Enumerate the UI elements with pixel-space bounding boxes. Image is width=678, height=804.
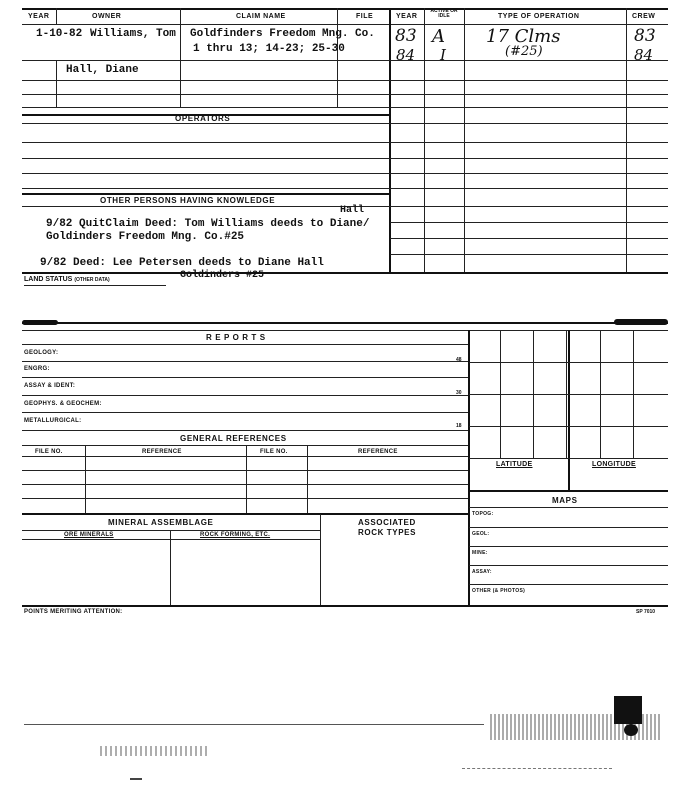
longitude-label: LONGITUDE bbox=[592, 461, 636, 468]
hand-year-b: 84 bbox=[396, 46, 416, 64]
knowledge-line-2: Goldinders Freedom Mng. Co.#25 bbox=[46, 231, 245, 243]
reports-title: R E P O R T S bbox=[206, 333, 266, 342]
assay-ident-label: ASSAY & IDENT: bbox=[24, 383, 76, 389]
form-number: SP 7010 bbox=[636, 609, 656, 615]
rock-forming-header: ROCK FORMING, ETC. bbox=[200, 532, 271, 538]
ref-file-no-header: FILE NO. bbox=[35, 449, 63, 455]
hand-year-a: 83 bbox=[395, 26, 417, 46]
geology-label: GEOLOGY: bbox=[24, 350, 59, 356]
metallurgical-label: METALLURGICAL: bbox=[24, 418, 82, 424]
row1b-claim: 1 thru 13; 14-23; 25-30 bbox=[193, 43, 345, 55]
operators-title: OPERATORS bbox=[175, 114, 231, 123]
header-year-2: YEAR bbox=[396, 13, 418, 20]
knowledge-line-3: 9/82 Deed: Lee Petersen deeds to Diane Hall bbox=[40, 257, 324, 269]
header-crew: CREW bbox=[632, 13, 656, 20]
row1-claim: Goldfinders Freedom Mng. Co. bbox=[190, 28, 375, 40]
knowledge-line-4: Goldinders #25 bbox=[180, 270, 265, 281]
ref-file-no-header-2: FILE NO. bbox=[260, 449, 288, 455]
geophys-label: GEOPHYS. & GEOCHEM: bbox=[24, 401, 102, 407]
land-status-label: LAND STATUS (OTHER DATA) bbox=[24, 276, 110, 283]
ref-reference-header-2: REFERENCE bbox=[358, 449, 398, 455]
row2-owner: Hall, Diane bbox=[66, 64, 139, 76]
maps-title: MAPS bbox=[552, 496, 578, 505]
row1-owner: Williams, Tom bbox=[90, 28, 176, 40]
header-claim-name: CLAIM NAME bbox=[236, 13, 286, 20]
ref-reference-header: REFERENCE bbox=[142, 449, 182, 455]
geol-label: GEOL: bbox=[472, 531, 490, 537]
latitude-label: LATITUDE bbox=[496, 461, 533, 468]
margin-number-48: 48 bbox=[456, 357, 462, 363]
margin-number-30: 30 bbox=[456, 390, 462, 396]
hand-operation-b: (#25) bbox=[505, 44, 543, 59]
hand-active-b: I bbox=[440, 46, 446, 64]
header-year: YEAR bbox=[28, 13, 50, 20]
other-photos-label: OTHER (& PHOTOS) bbox=[472, 588, 526, 594]
associated-label: ASSOCIATED bbox=[358, 518, 416, 527]
margin-number-18: 18 bbox=[456, 423, 462, 429]
topog-label: TOPOG: bbox=[472, 511, 494, 517]
points-meriting-attention-label: POINTS MERITING ATTENTION: bbox=[24, 609, 123, 615]
mineral-assemblage-title: MINERAL ASSEMBLAGE bbox=[108, 518, 214, 527]
ore-minerals-header: ORE MINERALS bbox=[64, 532, 114, 538]
hand-active-a: A bbox=[432, 26, 445, 47]
knowledge-title: OTHER PERSONS HAVING KNOWLEDGE bbox=[100, 196, 276, 205]
engrg-label: ENGRG: bbox=[24, 366, 50, 372]
header-owner: OWNER bbox=[92, 13, 122, 20]
hand-crew-b: 84 bbox=[634, 46, 654, 64]
header-active-idle: ACTIVE OR IDLE bbox=[430, 8, 458, 19]
hand-operation-a: 17 Clms bbox=[486, 26, 561, 47]
assay-map-label: ASSAY: bbox=[472, 569, 492, 575]
header-type-of-operation: TYPE OF OPERATION bbox=[498, 13, 580, 20]
header-file: FILE bbox=[356, 13, 374, 20]
knowledge-line-1: 9/82 QuitClaim Deed: Tom Williams deeds to Diane/ bbox=[46, 218, 370, 230]
hand-crew-a: 83 bbox=[634, 26, 656, 46]
mine-label: MINE: bbox=[472, 550, 488, 556]
knowledge-hall-note: Hall bbox=[340, 205, 365, 216]
rock-types-label: ROCK TYPES bbox=[358, 528, 417, 537]
row1-date: 1-10-82 bbox=[36, 28, 83, 40]
general-references-title: GENERAL REFERENCES bbox=[180, 434, 287, 443]
